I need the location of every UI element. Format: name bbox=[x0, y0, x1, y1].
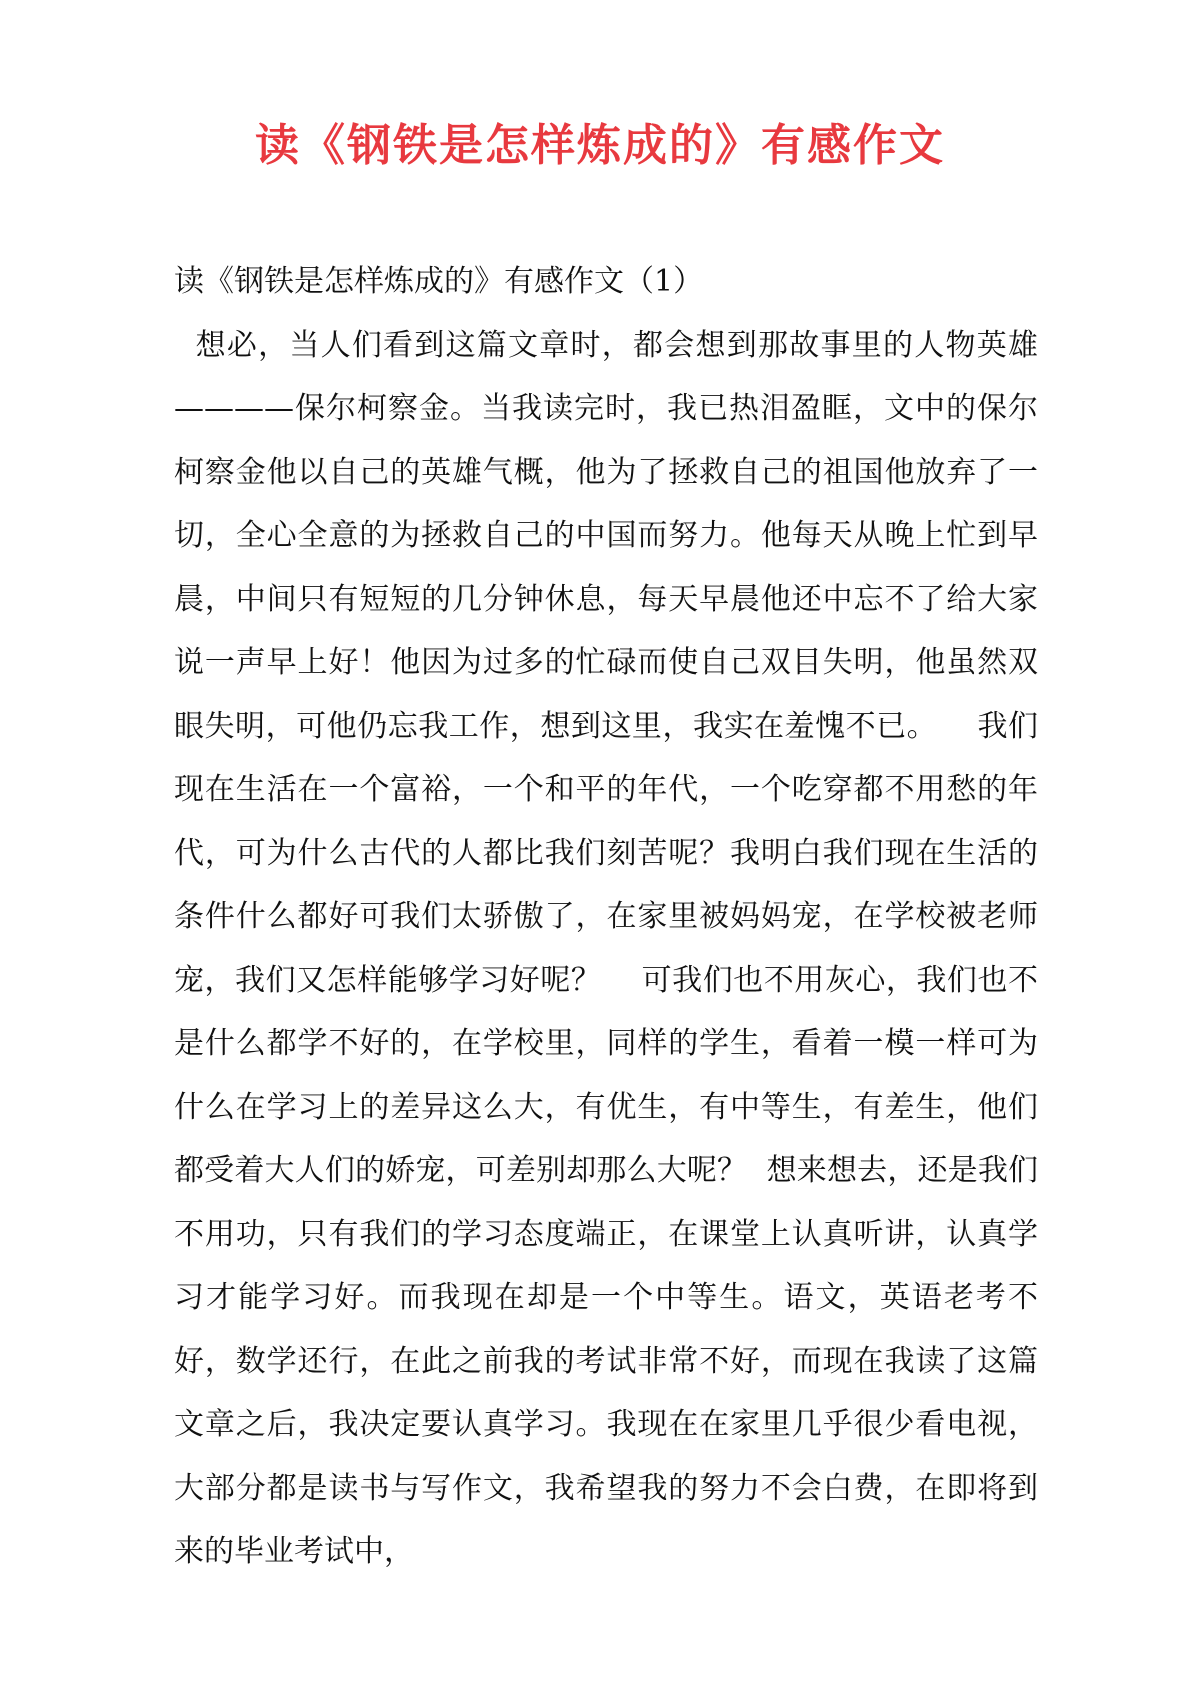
body-paragraph: 想必，当人们看到这篇文章时，都会想到那故事里的人物英雄————保尔柯察金。当我读完时，我已热泪盈眶，文中的保尔柯察金他以自己的英雄气概，他为了拯救自己的祖国他放弃了一切，全心全意的为拯救自己的中国而努力。他每天从晚上忙到早晨，中间只有短短的几分钟休息，每天早晨他还中忘不了给大家说一声早上好！他因为过多的忙碌而使自己双目失明，他虽然双眼失明，可他仍忘我工作，想到这里，我实在羞愧不已。 我们现在生活在一个富裕，一个和平的年代，一个吃穿都不用愁的年代，可为什么古代的人都比我们刻苦呢？我明白我们现在生活的条件什么都好可我们太骄傲了，在家里被妈妈宠，在学校被老师宠，我们又怎样能够学习好呢？ 可我们也不用灰心，我们也不是什么都学不好的，在学校里，同样的学生，看着一模一样可为什么在学习上的差异这么大，有优生，有中等生，有差生，他们都受着大人们的娇宠，可差别却那么大呢？ 想来想去，还是我们不用功，只有我们的学习态度端正，在课堂上认真听讲，认真学习才能学习好。而我现在却是一个中等生。语文，英语老考不好，数学还行，在此之前我的考试非常不好，而现在我读了这篇文章之后，我决定要认真学习。我现在在家里几乎很少看电视，大部分都是读书与写作文，我希望我的努力不会白费，在即将到来的毕业考试中， bbox=[174, 327, 1039, 1569]
section-heading: 读《钢铁是怎样炼成的》有感作文（1） bbox=[174, 264, 704, 299]
document-content bbox=[174, 250, 1038, 1584]
document-title: 读《钢铁是怎样炼成的》有感作文 bbox=[255, 120, 945, 171]
